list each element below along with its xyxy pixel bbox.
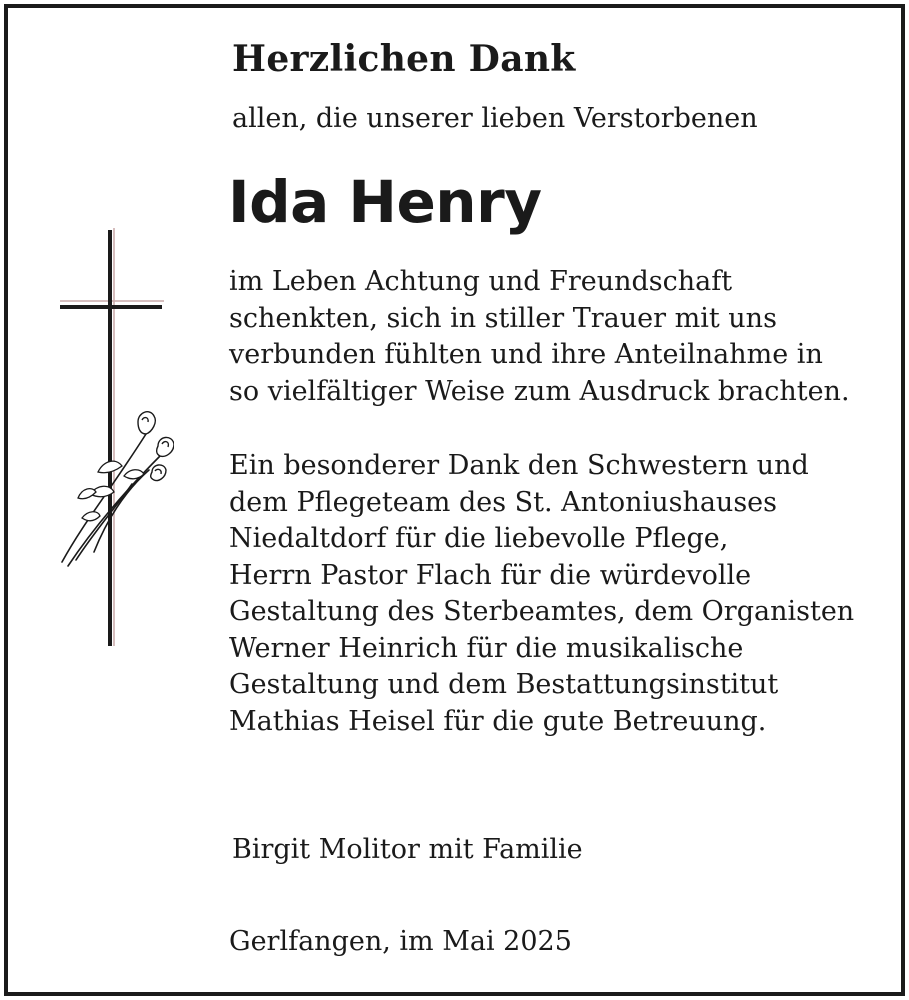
place-and-date: Gerlfangen, im Mai 2025 (229, 926, 572, 957)
text-line: dem Pflegeteam des St. Antoniushauses (229, 486, 778, 518)
text-line: Mathias Heisel für die gute Betreuung. (229, 705, 767, 737)
text-line: Herrn Pastor Flach für die würdevolle (229, 559, 752, 591)
notice-intro: allen, die unserer lieben Verstorbenen (232, 103, 758, 134)
text-line: Gestaltung des Sterbeamtes, dem Organisten (229, 596, 855, 627)
text-line: im Leben Achtung und Freundschaft (229, 266, 733, 297)
text-line: so vielfältiger Weise zum Ausdruck brachten. (229, 375, 850, 407)
notice-heading: Herzlichen Dank (232, 38, 576, 80)
paragraph-thanks-general (229, 264, 850, 410)
text-line: verbunden fühlten und ihre Anteilnahme in (229, 339, 823, 370)
deceased-name: Ida Henry (228, 168, 542, 236)
text-line: Werner Heinrich für die musikalische (229, 632, 744, 664)
text-line: Gestaltung und dem Bestattungsinstitut (229, 669, 779, 700)
text-line: Niedaltdorf für die liebevolle Pflege, (229, 523, 729, 554)
cross-with-roses-icon (54, 222, 174, 652)
text-line: Ein besonderer Dank den Schwestern und (229, 450, 809, 481)
text-line: schenkten, sich in stiller Trauer mit uns (229, 302, 777, 334)
signature: Birgit Molitor mit Familie (232, 834, 583, 865)
paragraph-thanks-special (229, 448, 854, 740)
